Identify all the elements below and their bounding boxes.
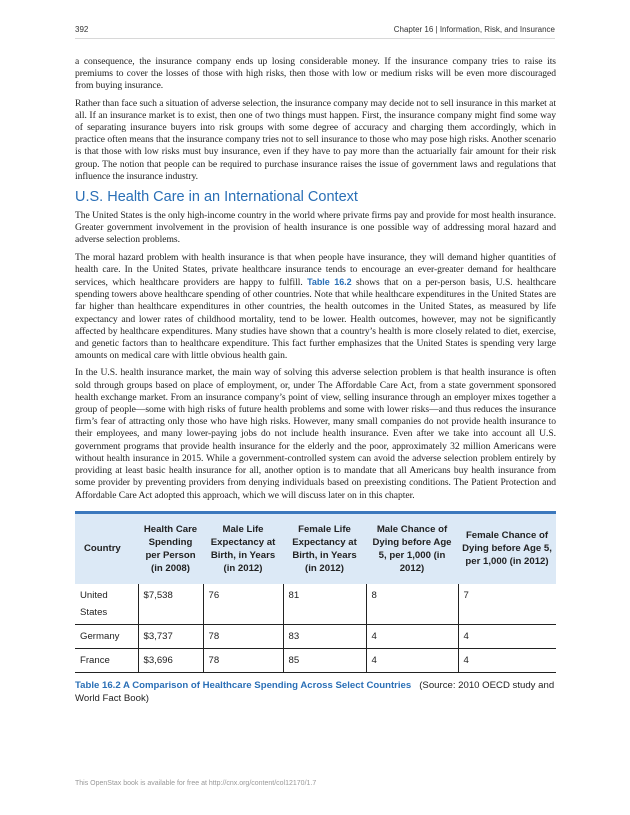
table-cell: 4 [458,648,556,672]
table-cell: 7 [458,584,556,625]
table-cell: 76 [203,584,283,625]
column-header: Female Chance of Dying before Age 5, per 1,000 (in 2012) [458,512,556,584]
paragraph-5: In the U.S. health insurance market, the main way of solving this adverse selection problem is that health insurance is often sold through groups based on place of employment, or, under The Affordable Care Act, from a state government sponsored health exchange market. From an insurance company’s point of view, selling insurance through an employer mixes together a group of people—some with high risks of future health problems and some with lower risks—and thus reduces the insurance firm’s fear of attracting only those who have high risks. However, many small companies do not provide health insurance to their employees, and many lower-paying jobs do not include health insurance. Even after we take into account all U.S. government programs that provide health insurance for the elderly and the poor, approximately 32 million Americans were without health insurance in 2015. While a government-controlled system can avoid the adverse selection problem entirely by providing at least basic health insurance for all, another option is to mandate that all Americans buy health insurance from some provider by preventing providers from denying individuals based on preexisting conditions. The Patient Protection and Affordable Care Act adopted this approach, which we will discuss later on in this chapter. [75,367,556,501]
paragraph-1: a consequence, the insurance company ends up losing considerable money. If the insurance company tries to raise its premiums to cover the losses of those with high risks, then those with low or medium risks will be even more discouraged from buying insurance. [75,56,556,92]
table-row [75,584,556,625]
column-header: Female Life Expectancy at Birth, in Years (in 2012) [283,512,366,584]
table-header-row [75,512,556,584]
table-caption-source: (Source: 2010 OECD study and World Fact Book) [75,679,555,704]
paragraph-4-text-a: The moral hazard problem with health insurance is that when people have insurance, they will demand higher quantities of health care. In the United States, private healthcare insurance tends to encourage an ever-greater demand for healthcare services, which healthcare providers are happy to fulfill. [75,251,556,289]
table-cell: 78 [203,624,283,648]
table-cell: 4 [366,624,458,648]
chapter-title: Chapter 16 | Information, Risk, and Insurance [393,25,555,34]
table-reference-link[interactable]: Table 16.2 [307,277,352,288]
table-row [75,648,556,672]
column-header: Male Chance of Dying before Age 5, per 1,000 (in 2012) [366,512,458,584]
table-cell: $7,538 [138,584,203,625]
table-cell: Germany [75,624,138,648]
paragraph-4-text-b: shows that on a per-person basis, U.S. healthcare spending towers above healthcare spending of other countries. Note that while healthcare expenditures in the United States are far higher than healthcare expenditures in other countries, the health outcomes in the United States, as measured by life expectancy and lower rates of childhood mortality, tend to be lower. Health outcomes, however, may not be significantly affected by healthcare expenditures. Many studies have shown that a country’s health is more closely related to diet, exercise, and genetic factors than to healthcare expenditure. This fact further emphasizes that the United States is spending very large amounts on medical care with little obvious health gain. [75,277,556,362]
paragraph-2: Rather than face such a situation of adverse selection, the insurance company may decide not to sell insurance in this market at all. If an insurance market is to exist, then one of two things must happen. First, the insurance company might find some way of separating insurance buyers into risk groups with some degree of accuracy and charging them accordingly, which in practice often means that the insurance company tries not to sell insurance to those who may pose high risks. Another scenario is that those with low risks must buy insurance, even if they have to pay more than the actuarially fair amount for their risk group. The notion that people can be required to purchase insurance raises the issue of government laws and regulations that influence the insurance industry. [75,97,556,182]
table-cell: 78 [203,648,283,672]
healthcare-comparison-table [75,511,556,673]
table-cell: 4 [458,624,556,648]
table-cell: $3,696 [138,648,203,672]
paragraph-4 [75,252,556,363]
table-row [75,624,556,648]
table-cell: France [75,648,138,672]
column-header: Male Life Expectancy at Birth, in Years (in 2012) [203,512,283,584]
section-heading: U.S. Health Care in an International Context [75,189,358,206]
page-number: 392 [75,25,89,34]
table-cell: 8 [366,584,458,625]
table-cell: 4 [366,648,458,672]
table-cell: $3,737 [138,624,203,648]
page-body [75,56,556,705]
column-header: Country [75,512,138,584]
table-cell: 85 [283,648,366,672]
table-cell: United States [75,584,138,625]
table-cell: 81 [283,584,366,625]
page-footer: This OpenStax book is available for free at http://cnx.org/content/col12170/1.7 [75,780,317,787]
column-header: Health Care Spending per Person (in 2008) [138,512,203,584]
header-divider [75,38,555,39]
table-caption [75,679,556,705]
paragraph-3: The United States is the only high-income country in the world where private firms pay and provide for most health insurance. Greater government involvement in the provision of health insurance is one possible way of addressing moral hazard and adverse selection problems. [75,210,556,246]
table-caption-label: Table 16.2 A Comparison of Healthcare Spending Across Select Countries [75,679,412,691]
table-cell: 83 [283,624,366,648]
